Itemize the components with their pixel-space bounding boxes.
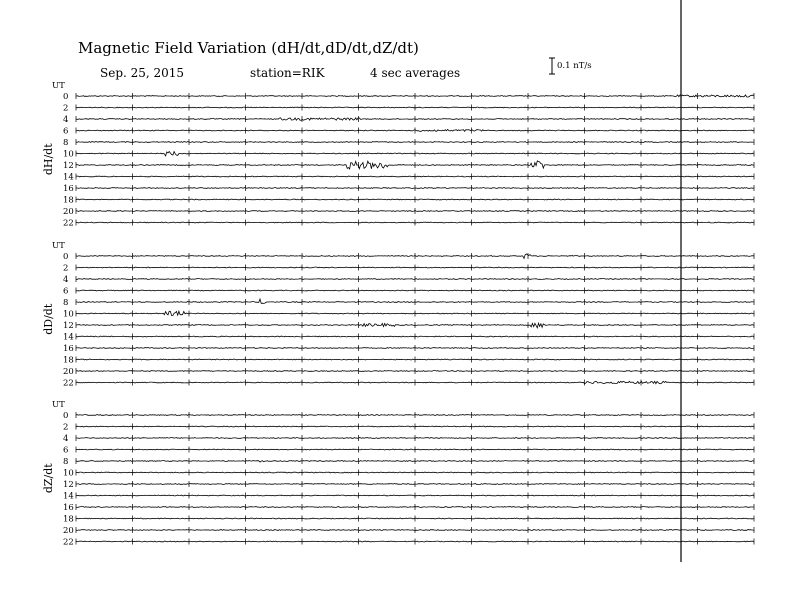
ut-label: UT xyxy=(52,241,65,251)
trace-hour-label: 14 xyxy=(63,491,74,502)
averaging-label: 4 sec averages xyxy=(370,66,461,80)
trace-hour-label: 12 xyxy=(63,161,74,171)
trace-hour-label: 20 xyxy=(63,367,74,377)
ut-label: UT xyxy=(52,400,65,410)
trace-hour-label: 16 xyxy=(63,344,74,354)
panel-1 xyxy=(42,241,754,389)
panel-2 xyxy=(42,400,754,548)
panel-ylabel: dD/dt xyxy=(42,303,55,335)
panel-0 xyxy=(42,81,754,229)
trace-hour-label: 6 xyxy=(63,445,69,456)
trace-hour-label: 20 xyxy=(63,526,74,536)
trace-hour-label: 2 xyxy=(63,103,69,114)
trace-hour-label: 16 xyxy=(63,503,74,513)
trace-hour-label: 10 xyxy=(63,468,74,479)
trace-hour-label: 4 xyxy=(63,115,69,125)
trace-hour-label: 18 xyxy=(63,514,74,525)
scale-bar xyxy=(549,58,592,74)
trace-hour-label: 16 xyxy=(63,184,74,194)
trace-hour-label: 14 xyxy=(63,332,74,343)
trace-hour-label: 8 xyxy=(63,138,69,148)
ut-label: UT xyxy=(52,81,65,91)
trace-hour-label: 0 xyxy=(63,411,69,421)
trace-hour-label: 2 xyxy=(63,263,69,274)
scale-bar-label: 0.1 nT/s xyxy=(557,61,592,71)
trace-hour-label: 4 xyxy=(63,434,69,444)
panel-ylabel: dZ/dt xyxy=(42,463,55,494)
trace-hour-label: 18 xyxy=(63,195,74,206)
trace-hour-label: 8 xyxy=(63,298,69,308)
trace-hour-label: 0 xyxy=(63,252,69,262)
trace-hour-label: 12 xyxy=(63,321,74,331)
figure-title: Magnetic Field Variation (dH/dt,dD/dt,dZ/dt) xyxy=(78,39,419,57)
panel-ylabel: dH/dt xyxy=(42,143,55,176)
trace-hour-label: 10 xyxy=(63,149,74,160)
trace-hour-label: 12 xyxy=(63,480,74,490)
trace-hour-label: 4 xyxy=(63,275,69,285)
trace-hour-label: 6 xyxy=(63,126,69,137)
trace-hour-label: 20 xyxy=(63,207,74,217)
trace-hour-label: 14 xyxy=(63,172,74,183)
trace-hour-label: 6 xyxy=(63,286,69,297)
trace-hour-label: 8 xyxy=(63,457,69,467)
trace-hour-label: 2 xyxy=(63,422,69,433)
date-label: Sep. 25, 2015 xyxy=(100,66,185,80)
trace-hour-label: 0 xyxy=(63,92,69,102)
trace-hour-label: 10 xyxy=(63,309,74,320)
trace-hour-label: 22 xyxy=(63,537,74,548)
station-label: station=RIK xyxy=(250,66,325,80)
trace-hour-label: 18 xyxy=(63,355,74,366)
trace-hour-label: 22 xyxy=(63,378,74,389)
panels-group xyxy=(42,81,754,548)
trace-hour-label: 22 xyxy=(63,218,74,229)
